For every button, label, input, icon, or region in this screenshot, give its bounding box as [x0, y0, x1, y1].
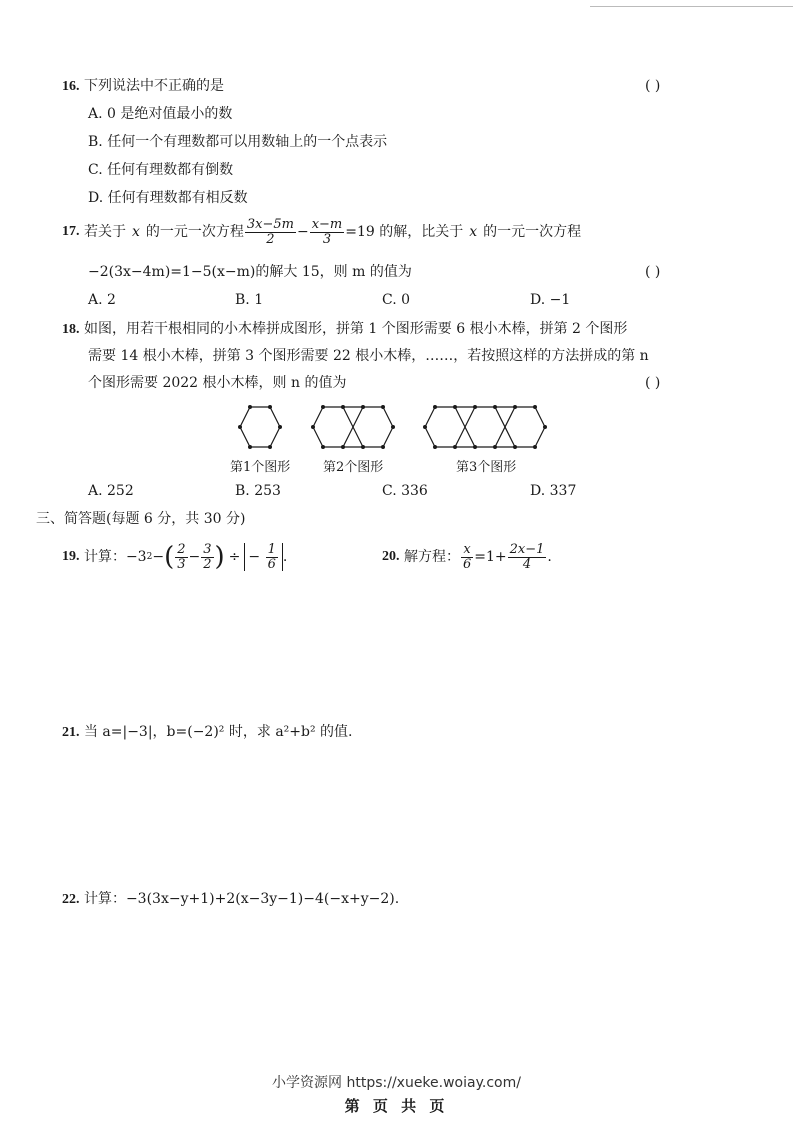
q16-number: 16. [62, 79, 80, 94]
q21-text: 当 a=|−3|，b=(−2)² 时，求 a²+b² 的值. [83, 724, 353, 740]
q19-divide: ÷ [228, 548, 241, 565]
q19-label: 计算： [83, 548, 126, 565]
q17-line2: −2(3x−4m)=1−5(x−m)的解大 15，则 m 的值为 [88, 264, 412, 280]
q16-option-d: D. 任何有理数都有相反数 [88, 190, 248, 206]
q20-number: 20. [382, 548, 400, 564]
q17-text-mid1: 的一元一次方程 [145, 223, 244, 240]
q20-frac2 [508, 543, 547, 571]
q20-frac1-den: 6 [462, 556, 472, 572]
q19-end: . [282, 548, 288, 565]
q19-paren-open: ( [164, 542, 175, 572]
q17-minus: − [296, 223, 309, 240]
q18-option-c: C. 336 [382, 483, 428, 499]
figure1-label: 第1个图形 [230, 460, 291, 475]
q16-text: 下列说法中不正确的是 [83, 78, 224, 94]
q18-figures [230, 400, 560, 454]
q19-number: 19. [62, 548, 80, 564]
q18-option-d: D. 337 [530, 483, 577, 499]
top-rule [590, 6, 793, 7]
q17-option-a: A. 2 [88, 292, 116, 308]
q19-frac3-den: 6 [267, 556, 276, 572]
footer-page-number: 第 页 共 页 [344, 1097, 449, 1115]
q16-stem [62, 78, 224, 96]
q17-var-x: x [131, 223, 140, 240]
q22-number: 22. [62, 892, 80, 907]
q17-frac1-denominator: 2 [266, 231, 275, 247]
q19-frac3 [266, 543, 278, 571]
q19-abs-sign: − [248, 549, 261, 565]
q20-mid: =1+ [474, 548, 507, 565]
figure2-shape [313, 407, 393, 447]
q17-frac2-numerator: x−m [311, 217, 343, 232]
q19-expression [62, 540, 287, 574]
q19-absolute-value [244, 543, 282, 571]
q19-frac2-den: 2 [203, 556, 212, 572]
q17-fraction-1 [245, 218, 296, 246]
q17-number: 17. [62, 223, 80, 239]
q17-answer-paren[interactable]: ( ) [645, 264, 661, 280]
q18-number: 18. [62, 322, 80, 337]
q20-end: . [547, 548, 552, 565]
q16-option-c: C. 任何有理数都有倒数 [88, 162, 234, 178]
q18-option-a: A. 252 [88, 483, 134, 499]
q18-line2: 需要 14 根小木棒，拼第 3 个图形需要 22 根小木棒，……，若按照这样的方法拼成的第 n [88, 348, 649, 364]
q19-paren-close: ) [214, 542, 225, 572]
q19-frac1-den: 3 [177, 556, 186, 572]
q16-option-a: A. 0 是绝对值最小的数 [88, 106, 233, 122]
q18-option-b: B. 253 [235, 483, 281, 499]
q19-frac1-num: 2 [177, 541, 186, 557]
q22-stem [62, 891, 399, 909]
q17-frac1-numerator: 3x−5m [246, 217, 294, 232]
figure3-label: 第3个图形 [456, 460, 517, 475]
q17-var-x-2: x [469, 223, 478, 240]
q17-fraction-2 [310, 218, 345, 246]
q22-text: 计算：−3(3x−y+1)+2(x−3y−1)−4(−x+y−2). [83, 891, 400, 907]
q19-frac2-num: 3 [203, 541, 212, 557]
q17-option-b: B. 1 [235, 292, 264, 308]
q18-line3: 个图形需要 2022 根小木棒，则 n 的值为 [88, 375, 347, 391]
section3-title: 三、简答题(每题 6 分，共 30 分) [36, 511, 246, 527]
q18-line1 [62, 321, 627, 339]
q17-option-d: D. −1 [530, 292, 571, 308]
q17-text-mid3: 的一元一次方程 [483, 223, 582, 240]
q20-expression [382, 540, 552, 574]
q18-answer-paren[interactable]: ( ) [645, 375, 661, 391]
q19-minus-2: − [188, 548, 201, 565]
q21-stem [62, 724, 352, 742]
q20-frac2-num: 2x−1 [509, 541, 545, 557]
q19-frac1 [175, 543, 187, 571]
q20-label: 解方程： [403, 548, 460, 565]
q20-frac1 [461, 543, 473, 571]
q16-option-b: B. 任何一个有理数都可以用数轴上的一个点表示 [88, 134, 388, 150]
footer-url[interactable]: 小学资源网 https://xueke.woiay.com/ [272, 1075, 521, 1091]
q20-frac2-den: 4 [522, 556, 532, 572]
q17-frac2-denominator: 3 [322, 231, 332, 247]
q21-number: 21. [62, 725, 80, 740]
q17-stem [62, 218, 581, 246]
figure3-shape [425, 407, 545, 447]
q17-text-prefix: 若关于 [83, 223, 126, 240]
figure2-label: 第2个图形 [323, 460, 384, 475]
figure1-hexagon [240, 407, 280, 447]
q17-text-mid2: =19 的解，比关于 [345, 223, 464, 240]
q17-option-c: C. 0 [382, 292, 411, 308]
q19-frac2 [201, 543, 213, 571]
q19-exponent: 2 [146, 551, 153, 562]
q20-frac1-num: x [463, 541, 471, 557]
q18-line1-text: 如图，用若干根相同的小木棒拼成图形，拼第 1 个图形需要 6 根小木棒，拼第 2 个图形 [83, 321, 628, 337]
q16-answer-paren[interactable]: ( ) [645, 78, 661, 94]
q19-lead: −3 [125, 548, 147, 565]
q19-frac3-num: 1 [267, 541, 276, 557]
q19-minus: − [152, 548, 165, 565]
